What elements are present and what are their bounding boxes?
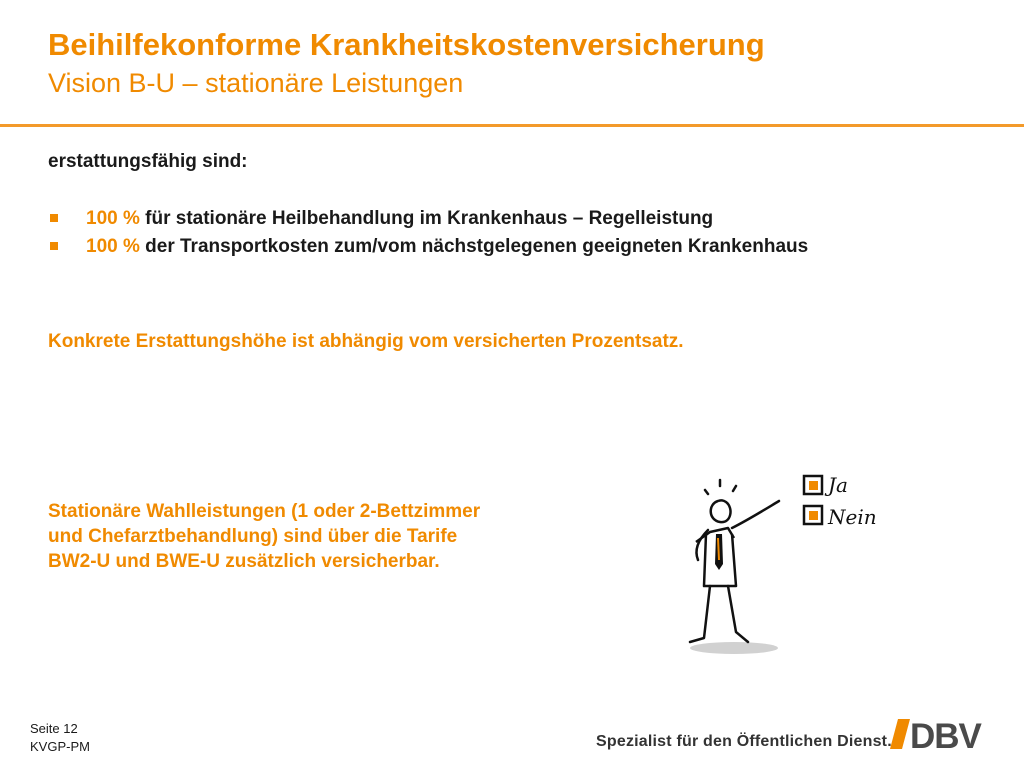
benefit-item xyxy=(48,205,808,233)
optional-benefits-note xyxy=(48,499,588,574)
option-no-label: Nein xyxy=(828,505,877,529)
section-heading: erstattungsfähig sind: xyxy=(48,151,248,172)
checkbox-yes-icon xyxy=(804,476,822,494)
benefit-list xyxy=(48,205,808,261)
idea-marks-icon xyxy=(705,480,736,494)
optional-benefits-line: BW2-U und BWE-U zusätzlich versicherbar. xyxy=(48,551,440,572)
benefit-percent: 100 % xyxy=(86,208,140,229)
benefit-percent: 100 % xyxy=(86,236,140,257)
slide-title: Beihilfekonforme Krankheitskostenversicherung xyxy=(48,27,765,62)
benefit-item xyxy=(48,233,808,261)
figure-head xyxy=(711,500,731,522)
stick-figure-illustration xyxy=(676,468,906,660)
page-number: Seite 12 xyxy=(30,721,78,736)
svg-text:DBV: DBV xyxy=(910,717,981,752)
slide-subtitle: Vision B-U – stationäre Leistungen xyxy=(48,68,464,98)
figure-shadow xyxy=(690,642,778,654)
document-code: KVGP-PM xyxy=(30,739,90,754)
option-yes-label: Ja xyxy=(828,473,848,497)
header-divider xyxy=(0,124,1024,127)
bullet-square-icon xyxy=(50,214,58,222)
benefit-text: für stationäre Heilbehandlung im Krankenhaus – Regelleistung xyxy=(139,208,714,229)
figure-arm xyxy=(732,501,779,528)
dbv-logo xyxy=(888,716,1006,752)
reimbursement-note: Konkrete Erstattungshöhe ist abhängig vom versicherten Prozentsatz. xyxy=(48,331,684,352)
company-slogan: Spezialist für den Öffentlichen Dienst. xyxy=(596,733,892,750)
optional-benefits-line: Stationäre Wahlleistungen (1 oder 2-Bettzimmer xyxy=(48,501,481,522)
checkbox-no-icon xyxy=(804,506,822,524)
benefit-text: der Transportkosten zum/vom nächstgelegenen geeigneten Krankenhaus xyxy=(139,236,809,257)
optional-benefits-line: und Chefarztbehandlung) sind über die Tarife xyxy=(48,526,458,547)
bullet-square-icon xyxy=(50,242,58,250)
